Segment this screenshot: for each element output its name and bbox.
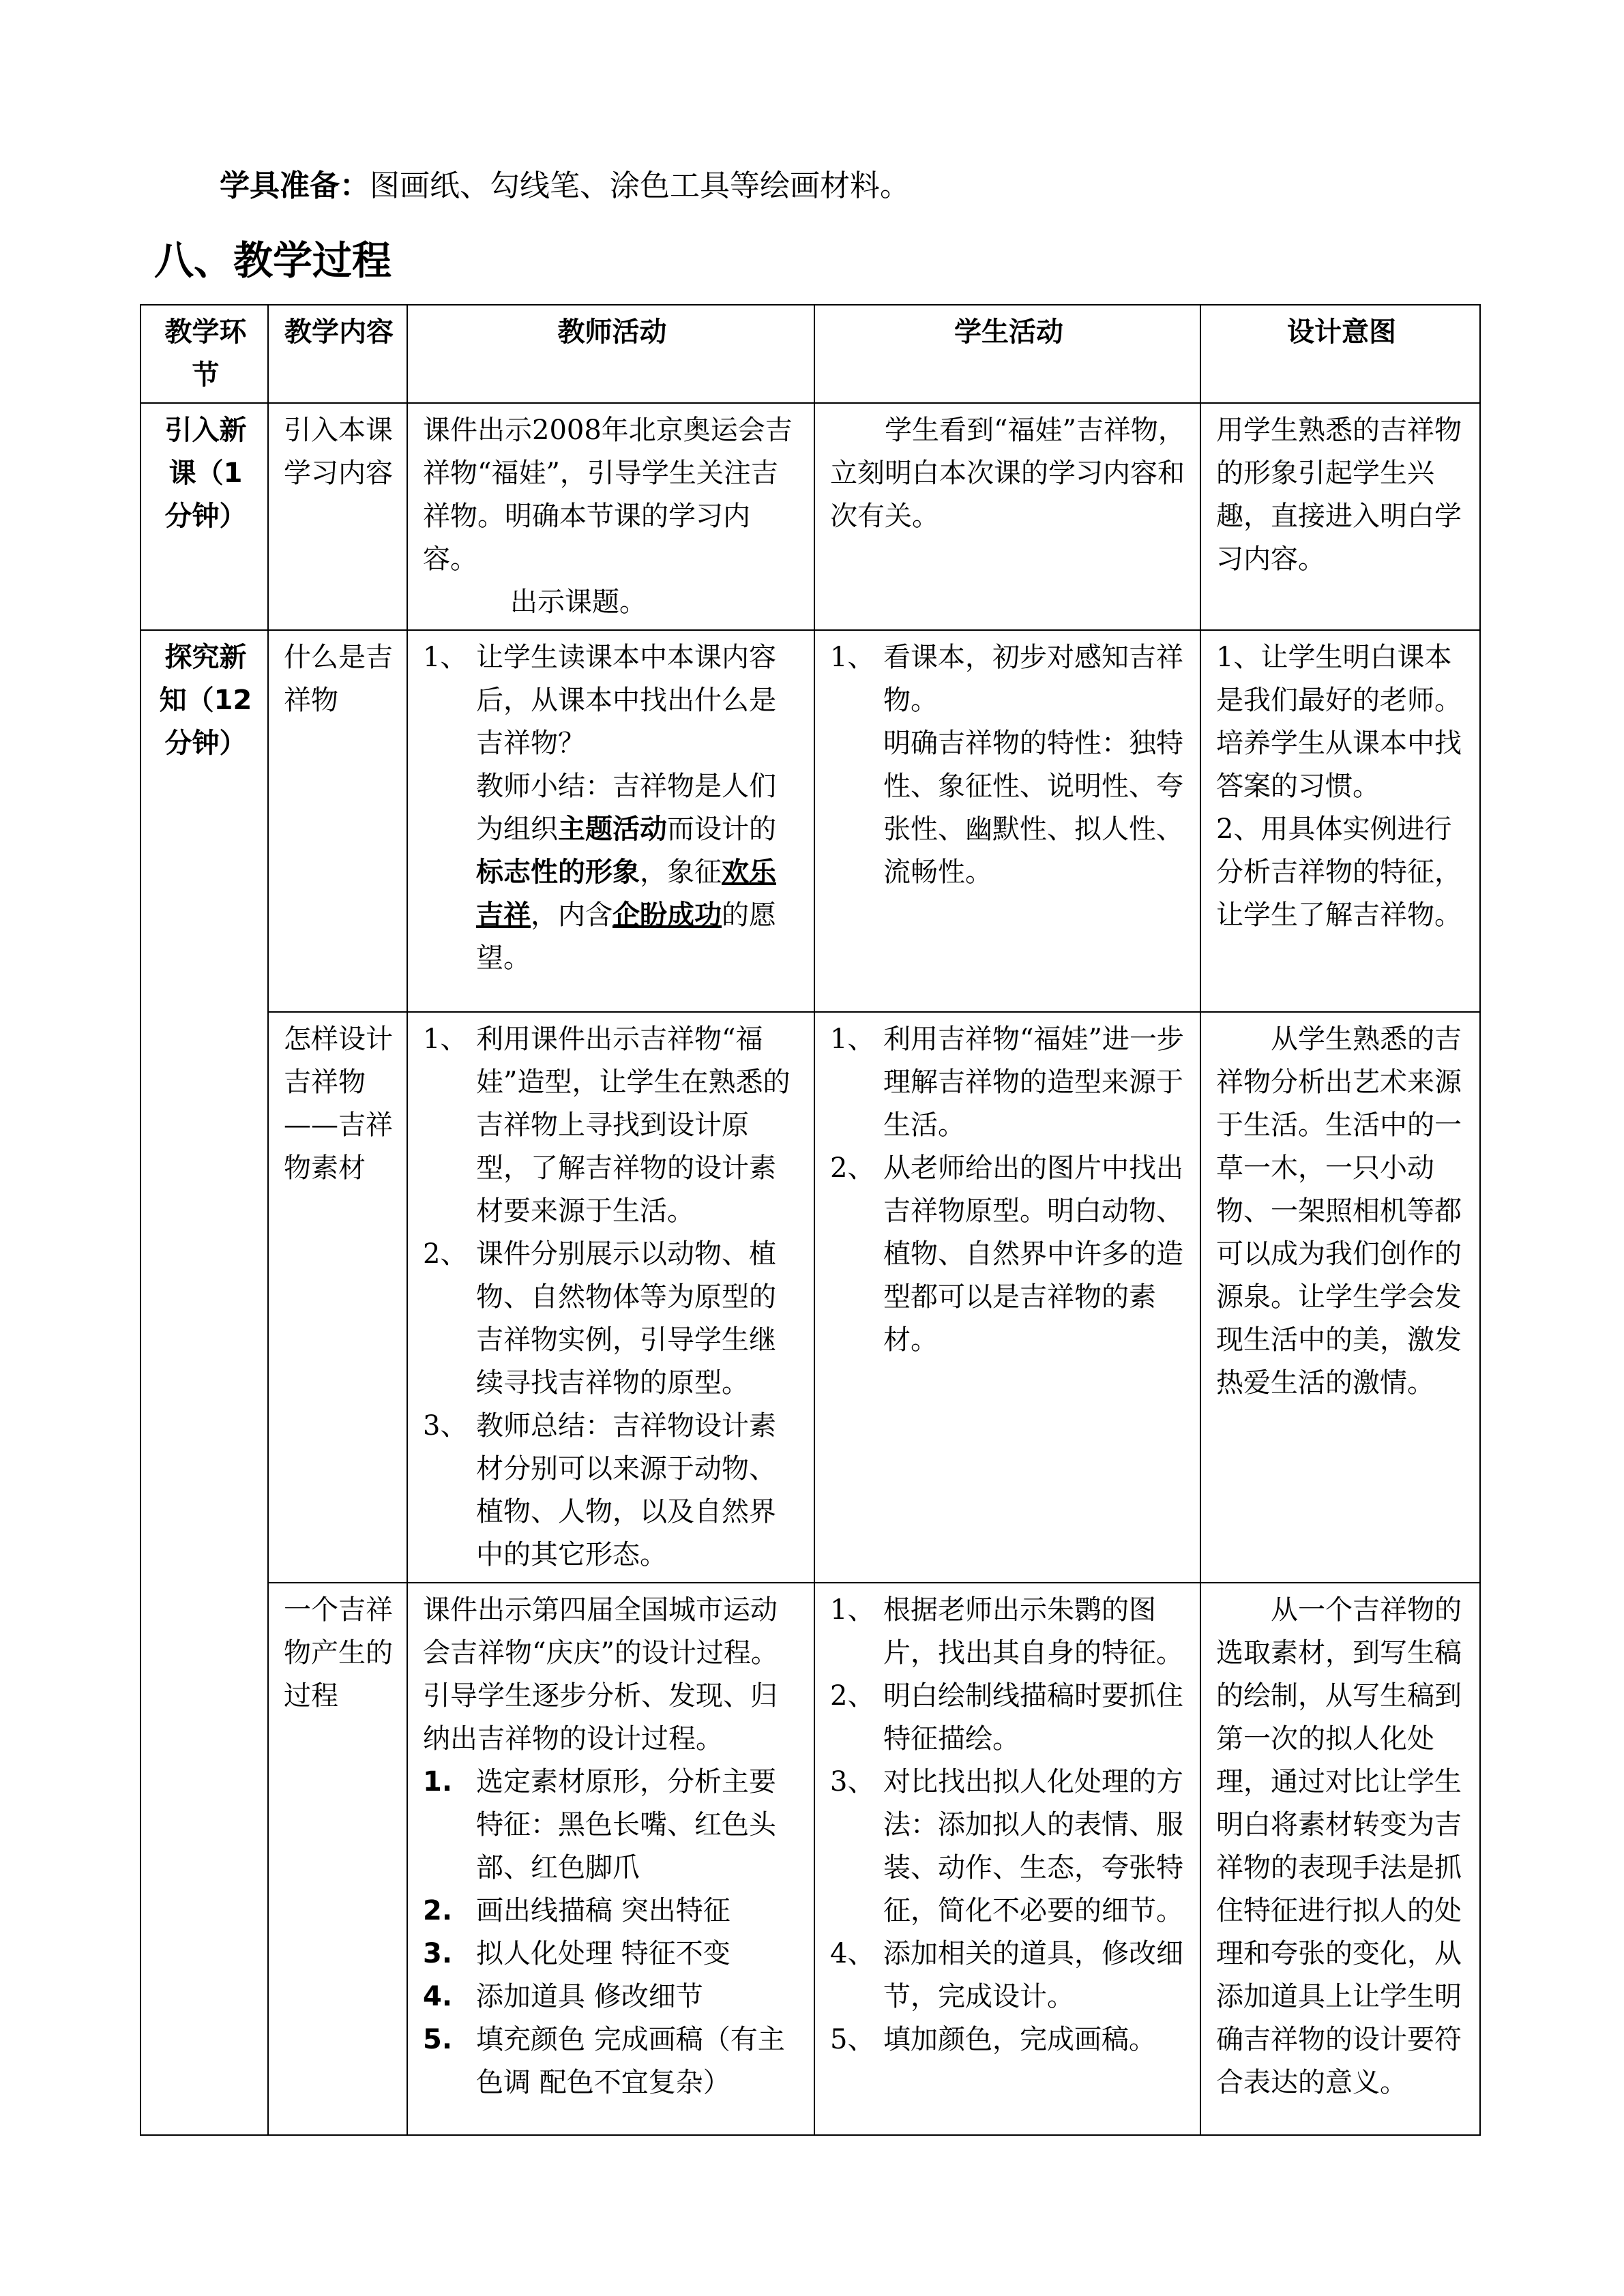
- content-cell: 引入本课学习内容: [268, 403, 407, 630]
- student-cell: [814, 1583, 1200, 2135]
- teacher-cell: [407, 1583, 814, 2135]
- student-cell: [814, 630, 1200, 1012]
- intent-text-2: 2、用具体实例进行分析吉祥物的特征，让学生了解吉祥物。: [1216, 814, 1462, 931]
- teacher-text-2: 出示课题。: [510, 586, 647, 618]
- list-item: 2. 画出线描稿 突出特征: [423, 1895, 730, 1926]
- header-design-intent: 设计意图: [1200, 305, 1480, 403]
- header-teacher-activity: 教师活动: [407, 305, 814, 403]
- list-item: 1、 利用吉祥物“福娃”进一步理解吉祥物的造型来源于生活。: [830, 1024, 1184, 1141]
- table-row: [141, 403, 1480, 630]
- list-item: 4、 添加相关的道具，修改细节，完成设计。: [830, 1938, 1183, 2012]
- stage-cell: 引入新课（1分钟）: [141, 403, 268, 630]
- list-item: 2、 课件分别展示以动物、植物、自然物体等为原型的吉祥物实例，引导学生继续寻找吉祥物的原型。: [423, 1238, 776, 1399]
- list-text: 让学生读课本中本课内容后，从课本中找出什么是吉祥物？: [476, 642, 776, 759]
- content-cell: 一个吉祥物产生的过程: [268, 1583, 407, 2135]
- teacher-intro: 课件出示第四届全国城市运动会吉祥物“庆庆”的设计过程。引导学生逐步分析、发现、归纳出吉祥物的设计过程。: [423, 1594, 778, 1755]
- list-item: 4. 添加道具 修改细节: [423, 1981, 703, 2012]
- list-item: 5、 填加颜色，完成画稿。: [830, 2024, 1156, 2055]
- stage-cell-explore: 探究新知（12分钟）: [141, 630, 268, 2135]
- list-item: 2、 明白绘制线描稿时要抓住特征描绘。: [830, 1680, 1183, 1755]
- header-content: 教学内容: [268, 305, 407, 403]
- table-row: [141, 1583, 1480, 2135]
- header-stage: 教学环节: [141, 305, 268, 403]
- student-text-2: 明确吉祥物的特性：独特性、象征性、说明性、夸张性、幽默性、拟人性、流畅性。: [883, 728, 1183, 888]
- student-text: 学生看到“福娃”吉祥物，立刻明白本次课的学习内容和次有关。: [830, 415, 1185, 532]
- content-cell: 怎样设计吉祥物——吉祥物素材: [268, 1012, 407, 1583]
- list-item: 1、 利用课件出示吉祥物“福娃”造型，让学生在熟悉的吉祥物上寻找到设计原型，了解吉祥物的设计素材要来源于生活。: [423, 1024, 791, 1227]
- teacher-text: 课件出示2008年北京奥运会吉祥物“福娃”，引导学生关注吉祥物。明确本节课的学习内容。: [423, 415, 793, 575]
- intent-text: 从一个吉祥物的选取素材，到写生稿的绘制，从写生稿到第一次的拟人化处理，通过对比让学生明白将素材转变为吉祥物的表现手法是抓住特征进行拟人的处理和夸张的变化，从添加道具上让学生明确吉祥物的设计要符合表达的意义。: [1216, 1594, 1462, 2098]
- list-item: 1、 根据老师出示朱鹮的图片，找出其自身的特征。: [830, 1594, 1183, 1669]
- tools-preparation-label: 学具准备：: [220, 168, 370, 203]
- intent-text-1: 1、让学生明白课本是我们最好的老师。培养学生从课本中找答案的习惯。: [1216, 642, 1462, 802]
- intent-text: 从学生熟悉的吉祥物分析出艺术来源于生活。生活中的一草一木，一只小动物、一架照相机等都可以成为我们创作的源泉。让学生学会发现生活中的美，激发热爱生活的激情。: [1216, 1024, 1462, 1399]
- list-number: 1、: [423, 642, 468, 673]
- header-student-activity: 学生活动: [814, 305, 1200, 403]
- list-item: 1. 选定素材原形，分析主要特征：黑色长嘴、红色头部、红色脚爪: [423, 1766, 776, 1883]
- section-heading: 八、教学过程: [154, 237, 392, 284]
- intent-cell: [1200, 1583, 1480, 2135]
- intent-cell: [1200, 630, 1480, 1012]
- intent-cell: 用学生熟悉的吉祥物的形象引起学生兴趣，直接进入明白学习内容。: [1200, 403, 1480, 630]
- content-cell: 什么是吉祥物: [268, 630, 407, 1012]
- tools-preparation-text: 图画纸、勾线笔、涂色工具等绘画材料。: [370, 168, 910, 203]
- list-item: 3、 对比找出拟人化处理的方法：添加拟人的表情、服装、动作、生态，夸张特征，简化不必要的细节。: [830, 1766, 1183, 1926]
- table-header-row: [141, 305, 1480, 403]
- list-item: 3. 拟人化处理 特征不变: [423, 1938, 730, 1969]
- teaching-process-table: [140, 304, 1481, 2136]
- tools-preparation: [220, 166, 910, 207]
- teacher-cell: [407, 403, 814, 630]
- list-item: 2、 从老师给出的图片中找出吉祥物原型。明白动物、植物、自然界中许多的造型都可以是吉祥物的素材。: [830, 1152, 1183, 1356]
- student-cell: [814, 1012, 1200, 1583]
- table-row: [141, 1012, 1480, 1583]
- teacher-cell: [407, 630, 814, 1012]
- list-item: 5. 填充颜色 完成画稿（有主色调 配色不宜复杂）: [423, 2024, 785, 2098]
- teacher-cell: [407, 1012, 814, 1583]
- list-text: 看课本，初步对感知吉祥物。: [883, 642, 1183, 716]
- student-cell: [814, 403, 1200, 630]
- list-number: 1、: [830, 642, 875, 673]
- teacher-summary: 教师小结：吉祥物是人们为组织主题活动而设计的标志性的形象，象征欢乐吉祥，内含企盼成功的愿望。: [476, 771, 776, 974]
- table-row: [141, 630, 1480, 1012]
- list-item: 3、 教师总结：吉祥物设计素材分别可以来源于动物、植物、人物，以及自然界中的其它形态。: [423, 1410, 776, 1570]
- intent-cell: [1200, 1012, 1480, 1583]
